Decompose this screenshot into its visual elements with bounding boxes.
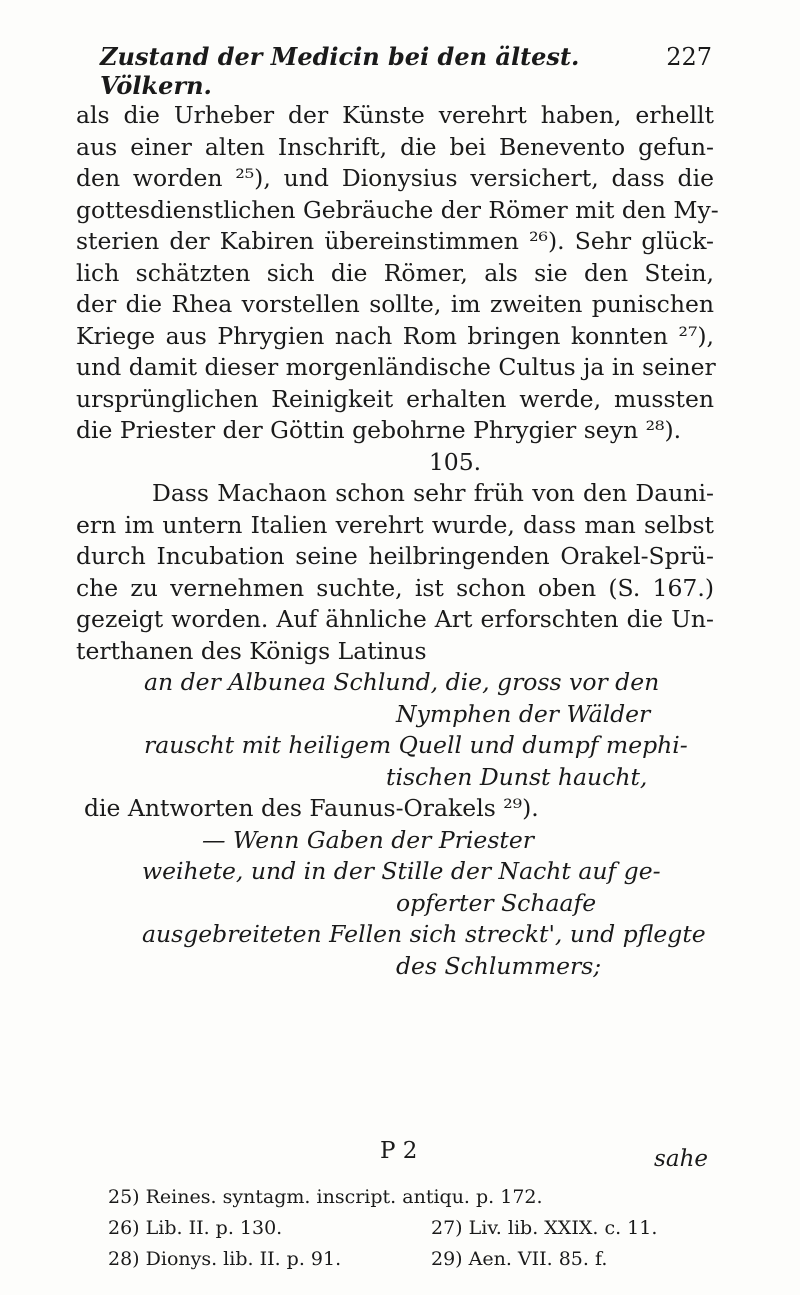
text-line: sterien der Kabiren übereinstimmen ²⁶). Sehr glück- <box>76 227 714 255</box>
footnote-row <box>108 1213 714 1244</box>
text-line: terthanen des Königs Latinus <box>76 636 427 665</box>
text-line: ursprünglichen Reinigkeit erhalten werde, mussten <box>76 384 714 413</box>
verse-line: Nymphen der Wälder <box>396 699 651 728</box>
verse-line: weihete, und in der Stille der Nacht auf ge- <box>142 857 661 885</box>
text-line: der die Rhea vorstellen sollte, im zweiten punischen <box>76 290 714 318</box>
running-title: Zustand der Medicin bei den ältest. Völkern. <box>100 42 580 100</box>
text-line: und damit dieser morgenländische Cultus ja in seiner <box>76 353 716 381</box>
verse-line: tischen Dunst haucht, <box>386 762 648 791</box>
text-line: die Priester der Göttin gebohrne Phrygier seyn ²⁸). <box>76 416 682 444</box>
text-line: gezeigt worden. Auf ähnliche Art erforschten die Un- <box>76 605 714 633</box>
paragraph-3: die Antworten des Faunus-Orakels ²⁹). <box>84 794 539 822</box>
text-line: durch Incubation seine heilbringenden Orakel-Sprü- <box>76 542 714 570</box>
verse-line: des Schlummers; <box>396 951 602 980</box>
catchword: sahe <box>654 1146 708 1172</box>
footnotes <box>108 1182 714 1275</box>
verse-line: rauscht mit heiligem Quell und dumpf mephi- <box>144 731 688 759</box>
verse-line: an der Albunea Schlund, die, gross vor den <box>144 668 660 696</box>
footnote-row <box>108 1244 714 1275</box>
text-line: ern im untern Italien verehrt wurde, dass man selbst <box>76 510 714 539</box>
text-line: Kriege aus Phrygien nach Rom bringen konnten ²⁷), <box>76 321 714 350</box>
section-number: 105. <box>428 447 482 476</box>
page-number: 227 <box>666 43 712 71</box>
text-line: aus einer alten Inschrift, die bei Benevento gefun- <box>76 132 714 161</box>
footnote-25: 25) Reines. syntagm. inscript. antiqu. p. 172. <box>108 1186 543 1208</box>
verse-block-2 <box>76 825 714 983</box>
paragraph-1 <box>76 100 719 447</box>
verse-line: opferter Schaafe <box>396 888 597 917</box>
footnote-27: 27) Liv. lib. XXIX. c. 11. <box>431 1217 658 1239</box>
footnote-28: 28) Dionys. lib. II. p. 91. <box>108 1248 342 1270</box>
main-text <box>76 100 719 982</box>
text-line: gottesdienstlichen Gebräuche der Römer mit den My- <box>76 195 719 224</box>
footnote-29: 29) Aen. VII. 85. f. <box>431 1248 608 1270</box>
verse-line: — Wenn Gaben der Priester <box>202 825 534 854</box>
text-line: als die Urheber der Künste verehrt haben, erhellt <box>76 101 714 129</box>
footnote-row <box>108 1182 714 1213</box>
verse-line: ausgebreiteten Fellen sich streckt', und pflegte <box>142 920 706 948</box>
paragraph-2 <box>76 478 714 667</box>
text-line: lich schätzten sich die Römer, als sie den Stein, <box>76 258 714 287</box>
text-line: Dass Machaon schon sehr früh von den Dauni- <box>152 479 714 507</box>
running-header <box>100 42 712 100</box>
text-line: den worden ²⁵), und Dionysius versichert, dass die <box>76 164 714 192</box>
footnote-26: 26) Lib. II. p. 130. <box>108 1217 283 1239</box>
signature-mark: P 2 <box>380 1138 418 1164</box>
text-line: che zu vernehmen suchte, ist schon oben (S. 167.) <box>76 573 714 602</box>
verse-block-1 <box>76 667 714 793</box>
